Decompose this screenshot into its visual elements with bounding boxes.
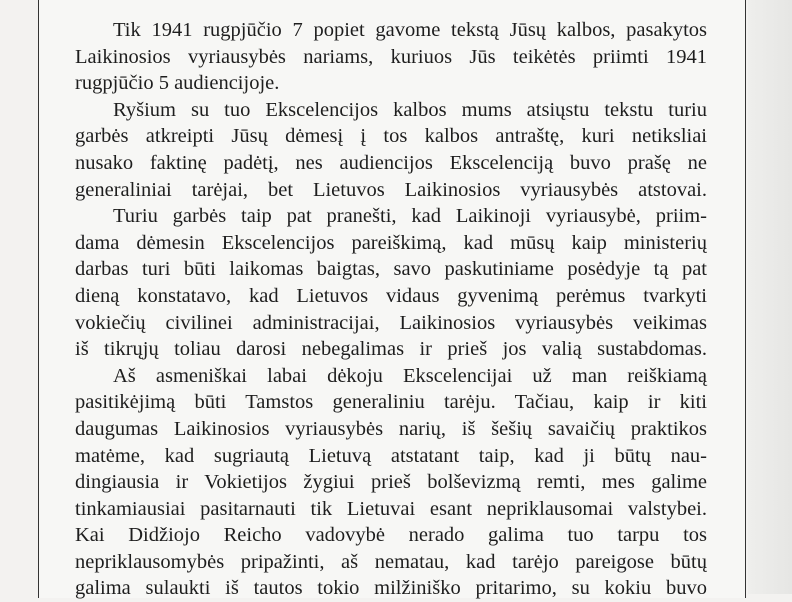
- text-line: [75, 310, 707, 337]
- text-line: [75, 177, 707, 204]
- text-line-content: Ryšium su tuo Ekscelencijos kalbos mums atsiųstu tekstu turiu: [113, 98, 707, 121]
- text-line-content: Tik 1941 rugpjūčio 7 popiet gavome tekstą Jūsų kalbos, pasakytos: [113, 19, 707, 41]
- text-line-content: Kai Didžiojo Reicho vadovybė nerado galima tuo tarpu tos: [75, 524, 707, 547]
- text-line: [75, 522, 707, 549]
- text-line: [75, 575, 707, 602]
- text-line: [75, 230, 707, 257]
- text-line: [75, 469, 707, 496]
- text-line-content: dama dėmesin Ekscelencijos pareiškimą, kad mūsų kaip ministerių: [75, 231, 707, 254]
- text-line-content: nusako faktinę padėtį, nes audiencijos Ekscelenciją buvo prašę ne: [75, 151, 707, 174]
- text-line-content: matėme, kad sugriautą Lietuvą atstatant taip, kad ji būtų nau-: [75, 444, 707, 467]
- text-line: [75, 70, 707, 97]
- text-line: [75, 389, 707, 416]
- text-line-content: garbės atkreipti Jūsų dėmesį į tos kalbos antraštę, kuri netiksliai: [75, 125, 707, 148]
- text-line-content: iš tikrųjų toliau darosi nebegalimas ir prieš jos valią sustabdomas.: [75, 338, 707, 361]
- text-line: [75, 150, 707, 177]
- text-line: [75, 363, 707, 390]
- page-edge-bleed: [748, 0, 792, 594]
- text-line-content: generaliniai tarėjai, bet Lietuvos Laikinosios vyriausybės atstovai.: [75, 178, 707, 201]
- text-line-content: pasitikėjimą būti Tamstos generaliniu tarėju. Tačiau, kaip ir kiti: [75, 391, 707, 414]
- letter-body: [75, 17, 707, 602]
- text-line-content: darbas turi būti laikomas baigtas, savo paskutiniame posėdyje tą pat: [75, 258, 707, 281]
- text-line-content: rugpjūčio 5 audiencijoje.: [75, 72, 280, 95]
- text-line: [75, 496, 707, 523]
- text-line-content: Turiu garbės taip pat pranešti, kad Laikinoji vyriausybė, priim-: [113, 205, 707, 228]
- text-line: [75, 256, 707, 283]
- text-line: [75, 416, 707, 443]
- text-line: [75, 549, 707, 576]
- text-line-content: nepriklausomybės pripažinti, aš nematau, kad tarėjo pareigose būtų: [75, 550, 707, 573]
- text-line: [75, 17, 707, 44]
- text-line-content: dingiausia ir Vokietijos žygiui prieš bolševizmą remti, mes galime: [75, 471, 707, 494]
- text-line-content: tinkamiausiai pasitarnauti tik Lietuvai esant nepriklausomai valstybei.: [75, 497, 707, 520]
- text-line: [75, 336, 707, 363]
- text-line-content: Aš asmeniškai labai dėkoju Ekscelencijai už man reiškiamą: [113, 364, 707, 387]
- text-line-content: vokiečių civilinei administracijai, Laikinosios vyriausybės veikimas: [75, 311, 707, 334]
- text-line: [75, 203, 707, 230]
- text-line-content: dieną konstatavo, kad Lietuvos vidaus gyvenimą perėmus tvarkyti: [75, 284, 707, 307]
- text-line: [75, 123, 707, 150]
- text-line: [75, 283, 707, 310]
- text-line-content: galima sulaukti iš tautos tokio milžiniško pritarimo, su kokiu buvo: [75, 577, 707, 600]
- text-line: [75, 44, 707, 71]
- text-line: [75, 443, 707, 470]
- text-line-content: daugumas Laikinosios vyriausybės narių, iš šešių savaičių praktikos: [75, 417, 707, 440]
- text-line: [75, 97, 707, 124]
- text-line-content: Laikinosios vyriausybės nariams, kuriuos Jūs teikėtės priimti 1941: [75, 45, 707, 68]
